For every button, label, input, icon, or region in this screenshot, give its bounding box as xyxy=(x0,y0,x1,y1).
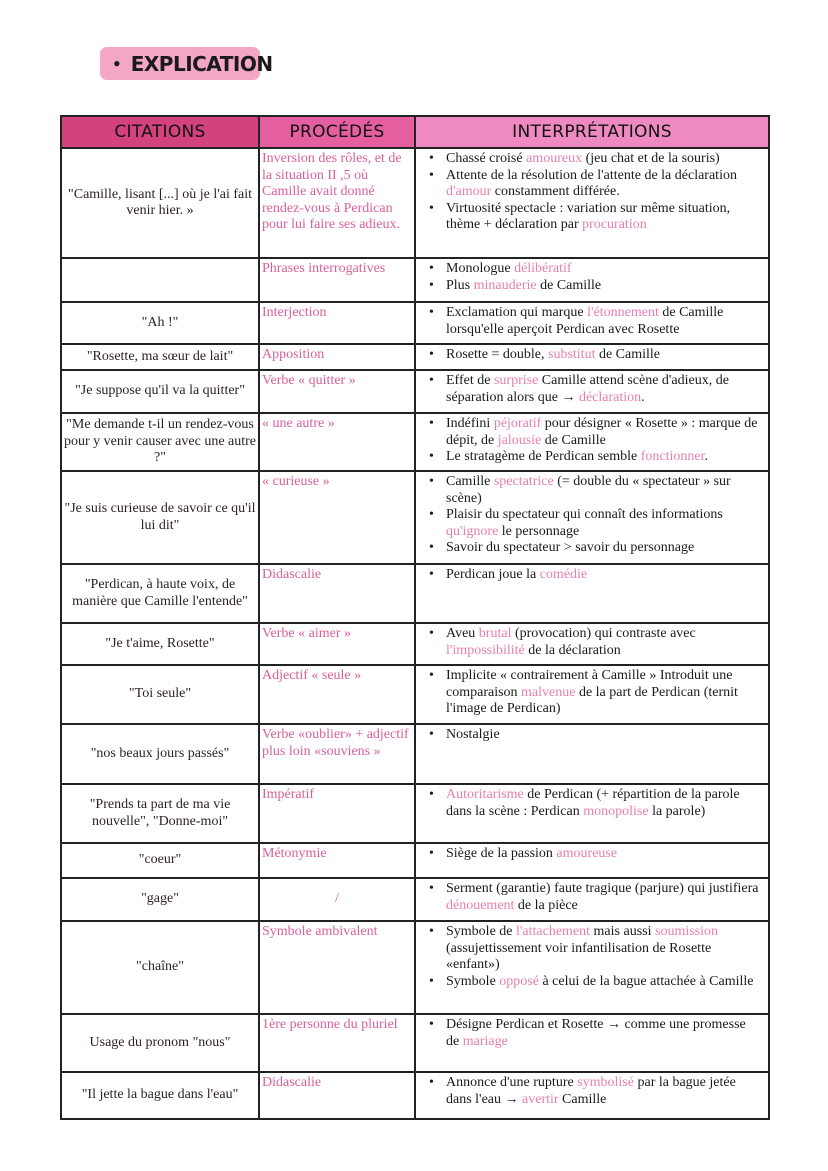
text-segment: (= double du « spectateur » sur scène) xyxy=(446,474,731,506)
citation-cell: "coeur" xyxy=(61,843,259,878)
interpretation-item xyxy=(446,881,762,914)
highlighted-term: mariage xyxy=(462,1033,508,1049)
interpretation-item xyxy=(446,540,762,557)
interpretation-item xyxy=(446,449,762,466)
interpretation-list xyxy=(422,787,762,820)
citation-cell: "Perdican, à haute voix, de manière que Camille l'entende" xyxy=(61,564,259,623)
procede-cell: Verbe « aimer » xyxy=(259,623,415,665)
procede-cell: Symbole ambivalent xyxy=(259,921,415,1014)
text-segment: de Perdican (+ répartition de la parole dans la scène : Perdican xyxy=(446,787,740,819)
text-segment: le personnage xyxy=(498,523,580,539)
highlighted-term: l'impossibilité xyxy=(446,642,525,658)
interpretation-list xyxy=(422,347,762,364)
text-segment: constamment différée. xyxy=(491,184,620,199)
highlighted-term: d'amour xyxy=(446,184,492,199)
interpretation-item xyxy=(446,168,762,201)
bullet-icon: • xyxy=(113,50,121,76)
text-segment: Symbole xyxy=(446,973,500,989)
text-segment: Plus xyxy=(446,277,474,293)
highlighted-term: avertir xyxy=(522,1091,559,1107)
procede-cell: Didascalie xyxy=(259,564,415,623)
text-segment: de Camille xyxy=(541,432,606,448)
procede-cell: / xyxy=(259,878,415,921)
interpretation-item xyxy=(446,278,762,295)
text-segment: Savoir du spectateur > savoir du personnage xyxy=(446,540,695,555)
interpretation-item xyxy=(446,201,762,234)
interpretation-cell xyxy=(415,724,769,784)
text-segment: (jeu chat et de la souris) xyxy=(582,151,720,166)
text-segment: Symbole de xyxy=(446,924,516,939)
interpretation-cell xyxy=(415,784,769,843)
highlighted-term: jalousie xyxy=(497,432,542,448)
interpretation-list xyxy=(422,567,762,584)
interpretation-item xyxy=(446,474,762,507)
table-row xyxy=(61,344,769,370)
text-segment: Implicite « contrairement à Camille » Introduit une comparaison xyxy=(446,668,733,700)
text-segment: Plaisir du spectateur qui connaît des informations xyxy=(446,507,723,522)
interpretation-item xyxy=(446,416,762,449)
highlighted-term: amoureux xyxy=(526,151,583,166)
interpretation-list xyxy=(422,668,762,718)
table-row xyxy=(61,921,769,1014)
citation-cell xyxy=(61,258,259,302)
highlighted-term: spectatrice xyxy=(493,474,554,489)
citation-cell: "Ah !" xyxy=(61,302,259,344)
text-segment: Désigne Perdican et Rosette → comme une promesse de xyxy=(446,1017,746,1049)
procede-cell: Phrases interrogatives xyxy=(259,258,415,302)
interpretation-item xyxy=(446,1017,762,1050)
interpretation-item xyxy=(446,261,762,278)
procede-cell: « une autre » xyxy=(259,413,415,471)
text-segment: Chassé croisé xyxy=(446,151,527,166)
text-segment: Virtuosité spectacle : variation sur même situation, thème + déclaration par xyxy=(446,200,731,232)
interpretation-item xyxy=(446,507,762,540)
interpretation-list xyxy=(422,151,762,234)
text-segment: Camille attend scène d'adieux, de séparation alors que → xyxy=(446,373,729,405)
table-row xyxy=(61,471,769,564)
citation-cell: "Je suppose qu'il va la quitter" xyxy=(61,370,259,413)
text-segment: de la déclaration xyxy=(524,642,621,658)
citation-cell: "Toi seule" xyxy=(61,665,259,724)
procede-cell: « curieuse » xyxy=(259,471,415,564)
interpretation-cell xyxy=(415,1072,769,1119)
procede-cell: Inversion des rôles, et de la situation II ,5 où Camille avait donné rendez-vous à Perdican pour lui faire ses adieux. xyxy=(259,148,415,258)
text-segment: pour désigner « Rosette » : marque de dépit, de xyxy=(446,416,758,448)
interpretation-list xyxy=(422,305,762,338)
highlighted-term: fonctionner xyxy=(640,449,705,464)
interpretation-item xyxy=(446,567,762,584)
interpretation-list xyxy=(422,474,762,557)
interpretation-cell xyxy=(415,344,769,370)
highlighted-term: comédie xyxy=(539,567,588,582)
highlighted-term: brutal xyxy=(478,626,512,641)
highlighted-term: amoureuse xyxy=(556,846,618,861)
table-header-row xyxy=(61,116,769,148)
table-row xyxy=(61,302,769,344)
citation-cell: "gage" xyxy=(61,878,259,921)
section-title: EXPLICATION xyxy=(130,51,273,76)
text-segment: Exclamation qui marque xyxy=(446,305,588,320)
table-row xyxy=(61,413,769,471)
interpretation-list xyxy=(422,261,762,294)
text-segment: Perdican joue la xyxy=(446,567,540,582)
procede-cell: 1ère personne du pluriel xyxy=(259,1014,415,1072)
text-segment: de la pièce xyxy=(514,897,578,913)
interpretation-item xyxy=(446,373,762,406)
highlighted-term: dénouement xyxy=(446,897,515,913)
explication-table xyxy=(60,115,770,1120)
text-segment: Siège de la passion xyxy=(446,846,557,861)
citation-cell: "chaîne" xyxy=(61,921,259,1014)
interpretation-list xyxy=(422,727,762,744)
text-segment: Attente de la résolution de l'attente de la déclaration xyxy=(446,167,737,183)
text-segment: Le stratagème de Perdican semble xyxy=(446,449,641,464)
text-segment: Camille xyxy=(446,474,494,489)
text-segment: . xyxy=(641,389,645,405)
interpretation-list xyxy=(422,373,762,406)
text-segment: Annonce d'une rupture xyxy=(446,1075,578,1090)
highlighted-term: l'étonnement xyxy=(587,305,659,320)
procede-cell: Verbe « quitter » xyxy=(259,370,415,413)
interpretation-item xyxy=(446,305,762,338)
citation-cell: "Rosette, ma sœur de lait" xyxy=(61,344,259,370)
header-procedes: PROCÉDÉS xyxy=(259,116,415,148)
citation-cell: "Prends ta part de ma vie nouvelle", "Donne-moi" xyxy=(61,784,259,843)
interpretation-cell xyxy=(415,471,769,564)
table-row xyxy=(61,623,769,665)
interpretation-list xyxy=(422,1017,762,1050)
interpretation-cell xyxy=(415,878,769,921)
text-segment: Aveu xyxy=(446,626,479,641)
interpretation-list xyxy=(422,924,762,990)
procede-cell: Adjectif « seule » xyxy=(259,665,415,724)
interpretation-item xyxy=(446,924,762,974)
highlighted-term: monopolise xyxy=(583,803,649,819)
interpretation-cell xyxy=(415,623,769,665)
interpretation-list xyxy=(422,626,762,659)
table-row xyxy=(61,724,769,784)
interpretation-item xyxy=(446,787,762,820)
procede-cell: Métonymie xyxy=(259,843,415,878)
text-segment: Serment (garantie) faute tragique (parjure) qui justifiera xyxy=(446,881,759,896)
table-row xyxy=(61,665,769,724)
procede-cell: Didascalie xyxy=(259,1072,415,1119)
text-segment: de Camille lorsqu'elle aperçoit Perdican avec Rosette xyxy=(446,305,724,337)
highlighted-term: opposé xyxy=(499,973,539,989)
highlighted-term: l'attachement xyxy=(516,924,591,939)
text-segment: mais aussi xyxy=(590,924,655,939)
interpretation-list xyxy=(422,846,762,863)
citation-cell: "Me demande t-il un rendez-vous pour y venir causer avec une autre ?" xyxy=(61,413,259,471)
interpretation-list xyxy=(422,416,762,466)
procede-cell: Interjection xyxy=(259,302,415,344)
table-row xyxy=(61,1014,769,1072)
citation-cell: "Il jette la bague dans l'eau" xyxy=(61,1072,259,1119)
text-segment: de la part de Perdican (ternit l'image de Perdican) xyxy=(446,684,738,716)
interpretation-cell xyxy=(415,843,769,878)
interpretation-item xyxy=(446,727,762,744)
table-row xyxy=(61,370,769,413)
interpretation-item xyxy=(446,1075,762,1108)
highlighted-term: surprise xyxy=(493,373,539,388)
highlighted-term: Autoritarisme xyxy=(446,787,524,802)
table-row xyxy=(61,148,769,258)
interpretation-item xyxy=(446,668,762,718)
procede-cell: Impératif xyxy=(259,784,415,843)
text-segment: . xyxy=(704,449,709,464)
highlighted-term: déclaration xyxy=(578,389,642,405)
citation-cell: "nos beaux jours passés" xyxy=(61,724,259,784)
table-row xyxy=(61,843,769,878)
highlighted-term: qu'ignore xyxy=(446,523,499,539)
highlighted-term: malvenue xyxy=(521,684,576,700)
interpretation-item xyxy=(446,846,762,863)
text-segment: Effet de xyxy=(446,373,494,388)
text-segment: à celui de la bague attachée à Camille xyxy=(538,973,754,989)
interpretation-cell xyxy=(415,921,769,1014)
text-segment: la parole) xyxy=(648,803,706,819)
highlighted-term: péjoratif xyxy=(493,416,542,431)
table-row xyxy=(61,878,769,921)
header-interpretations: INTERPRÉTATIONS xyxy=(415,116,769,148)
highlighted-term: délibératif xyxy=(514,261,572,276)
highlighted-term: symbolisé xyxy=(577,1075,634,1090)
interpretation-item xyxy=(446,151,762,168)
highlighted-term: substitut xyxy=(548,347,596,362)
interpretation-cell xyxy=(415,370,769,413)
interpretation-cell xyxy=(415,665,769,724)
interpretation-item xyxy=(446,626,762,659)
interpretation-cell xyxy=(415,564,769,623)
table-row xyxy=(61,784,769,843)
interpretation-item xyxy=(446,347,762,364)
citation-cell: "Camille, lisant [...] où je l'ai fait venir hier. » xyxy=(61,148,259,258)
table-row xyxy=(61,258,769,302)
interpretation-cell xyxy=(415,1014,769,1072)
text-segment: Indéfini xyxy=(446,416,494,431)
interpretation-cell xyxy=(415,302,769,344)
header-citations: CITATIONS xyxy=(61,116,259,148)
procede-cell: Verbe «oublier» + adjectif plus loin «souviens » xyxy=(259,724,415,784)
citation-cell: "Je t'aime, Rosette" xyxy=(61,623,259,665)
interpretation-cell xyxy=(415,258,769,302)
text-segment: de Camille xyxy=(536,277,602,293)
citation-cell: "Je suis curieuse de savoir ce qu'il lui dit" xyxy=(61,471,259,564)
interpretation-cell xyxy=(415,413,769,471)
interpretation-list xyxy=(422,1075,762,1108)
table-row xyxy=(61,1072,769,1119)
text-segment: Rosette = double, xyxy=(446,347,548,362)
interpretation-item xyxy=(446,974,762,991)
text-segment: (assujettissement voir infantilisation de Rosette «enfant») xyxy=(446,940,712,972)
table-body xyxy=(61,148,769,1119)
procede-cell: Apposition xyxy=(259,344,415,370)
section-badge xyxy=(100,47,273,80)
interpretation-list xyxy=(422,881,762,914)
text-segment: de Camille xyxy=(595,347,661,362)
citation-cell: Usage du pronom "nous" xyxy=(61,1014,259,1072)
highlighted-term: procuration xyxy=(582,217,647,232)
text-segment: par la bague jetée dans l'eau → xyxy=(446,1075,736,1107)
table-row xyxy=(61,564,769,623)
text-segment: Monologue xyxy=(446,261,515,276)
highlighted-term: minauderie xyxy=(473,277,537,293)
text-segment: Nostalgie xyxy=(446,727,500,742)
highlighted-term: soumission xyxy=(655,924,719,939)
text-segment: Camille xyxy=(558,1091,607,1107)
interpretation-cell xyxy=(415,148,769,258)
text-segment: (provocation) qui contraste avec xyxy=(511,626,696,641)
